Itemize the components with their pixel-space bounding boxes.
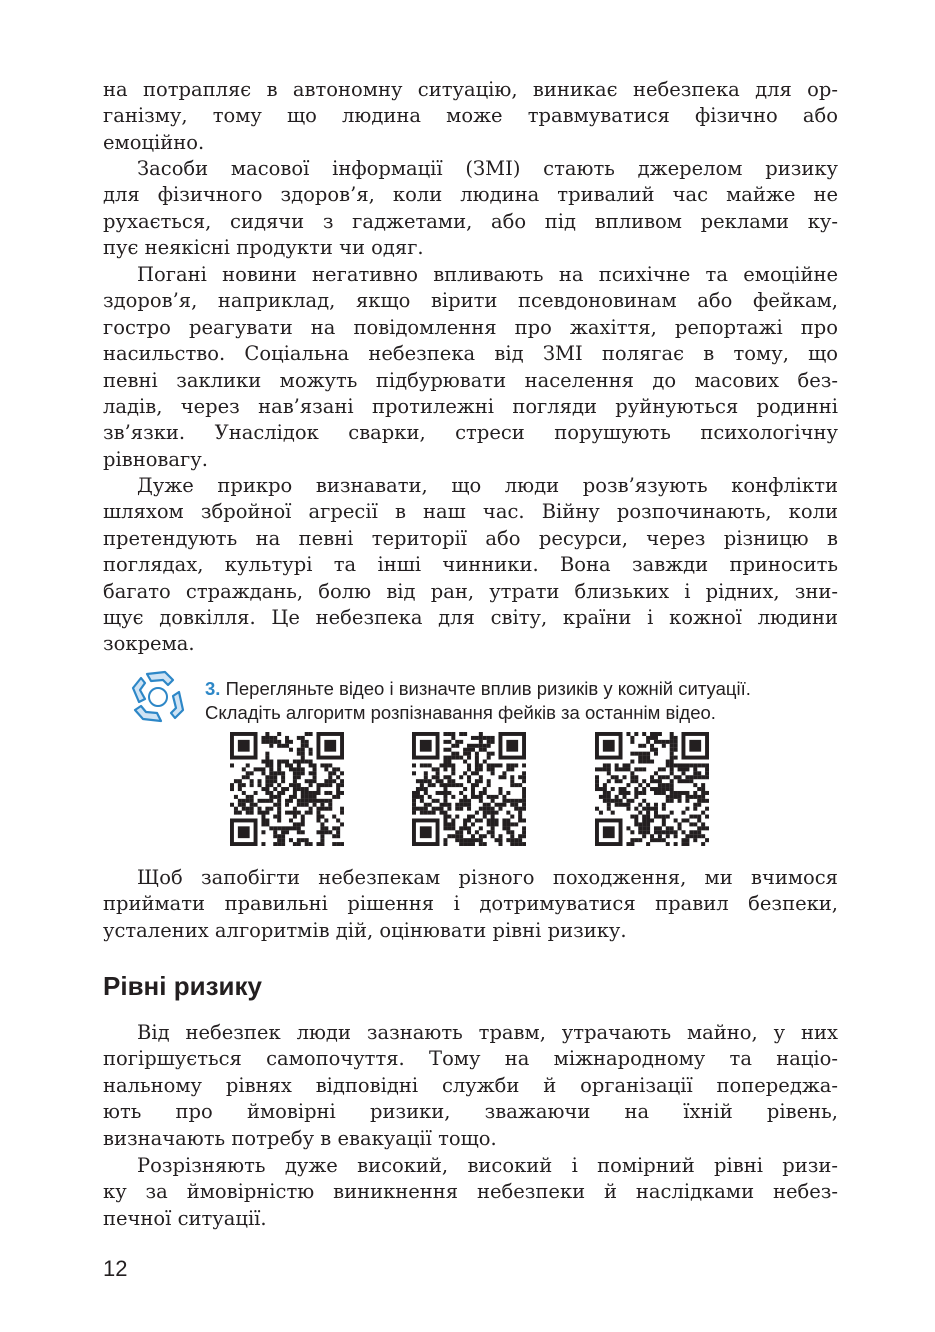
text-line: печної ситуації. <box>103 1206 267 1230</box>
page-number: 12 <box>103 1256 128 1281</box>
text-line: рівновагу. <box>103 447 208 471</box>
text-line: певні заклики можуть підбурювати населення до масових без- <box>103 368 838 392</box>
paragraph-7 <box>103 1153 838 1232</box>
text-line: ку за ймовірністю виникнення небезпеки й наслідками небез- <box>103 1180 838 1204</box>
text-line: Дуже прикро визнавати, що люди розв’язують конфлікти <box>137 474 838 497</box>
paragraph-3 <box>103 262 838 473</box>
text-line: для фізичного здоров’я, коли людина тривалий час майже не <box>103 183 838 207</box>
text-line: ють про ймовірні ризики, зважаючи на їхній рівень, <box>103 1100 838 1124</box>
text-line: здоров’я, наприклад, якщо вірити псевдоновинам або фейкам, <box>103 289 838 313</box>
paragraph-5 <box>103 865 838 944</box>
text-line: приймати правильні рішення і дотримуватися правил безпеки, <box>103 892 838 916</box>
text-line: ганізму, тому що людина може травмуватися фізично або <box>103 104 838 128</box>
text-line: пує неякісні продукти чи одяг. <box>103 236 424 260</box>
qr-code-icon[interactable] <box>595 732 709 846</box>
task-3 <box>205 677 855 725</box>
text-line: Погані новини негативно впливають на психічне та емоційне <box>137 263 838 286</box>
text-line: багато страждань, болю від ран, утрати близьких і рідних, зни- <box>103 579 838 603</box>
task-line-2: Складіть алгоритм розпізнавання фейків за останнім відео. <box>205 702 716 723</box>
paragraph-4 <box>103 473 838 658</box>
task-number: 3. <box>205 678 221 699</box>
paragraph-1 <box>103 77 838 156</box>
text-line: Щоб запобігти небезпекам різного походження, ми вчимося <box>137 866 838 889</box>
text-line: претендують на певні території або ресурси, через різницю в <box>103 526 838 550</box>
text-line: гостро реагувати на повідомлення про жахіття, репортажі про <box>103 315 838 339</box>
text-line: нальному рівнях відповідні служби й організації попереджа- <box>103 1073 838 1097</box>
text-line: зокрема. <box>103 632 195 656</box>
qr-code-icon[interactable] <box>412 732 526 846</box>
paragraph-6 <box>103 1020 838 1152</box>
text-line: на потрапляє в автономну ситуацію, виникає небезпека для ор- <box>103 78 838 101</box>
task-line-1: Перегляньте відео і визначте вплив ризиків у кожній ситуації. <box>220 678 751 699</box>
section-heading: Рівні ризику <box>103 971 262 1001</box>
text-line: усталених алгоритмів дій, оцінювати рівні ризику. <box>103 918 627 942</box>
text-line: насильство. Соціальна небезпека від ЗМІ полягає в тому, що <box>103 342 838 366</box>
text-line: емоційно. <box>103 130 205 154</box>
recycle-arrows-icon <box>127 666 189 728</box>
text-line: поглядах, культурі та інші чинники. Вона завжди приносить <box>103 553 838 577</box>
text-line: щує довкілля. Це небезпека для світу, країни і кожної людини <box>103 605 838 629</box>
text-line: Розрізняють дуже високий, високий і помірний рівні ризи- <box>137 1154 838 1177</box>
text-line: погіршується самопочуття. Тому на міжнародному та націо- <box>103 1047 838 1071</box>
text-line: шляхом збройної агресії в наш час. Війну розпочинають, коли <box>103 500 838 524</box>
text-line: визначають потребу в евакуації тощо. <box>103 1126 497 1150</box>
qr-code-icon[interactable] <box>230 732 344 846</box>
text-line: ладів, через нав’язані протилежні погляди руйнуються родинні <box>103 394 838 418</box>
text-line: Засоби масової інформації (ЗМІ) стають джерелом ризику <box>137 157 838 180</box>
paragraph-2 <box>103 156 838 262</box>
text-line: зв’язки. Унаслідок сварки, стреси порушують психологічну <box>103 421 838 445</box>
text-line: Від небезпек люди зазнають травм, утрачають майно, у них <box>137 1021 838 1044</box>
text-line: рухається, сидячи з гаджетами, або під впливом реклами ку- <box>103 209 838 233</box>
